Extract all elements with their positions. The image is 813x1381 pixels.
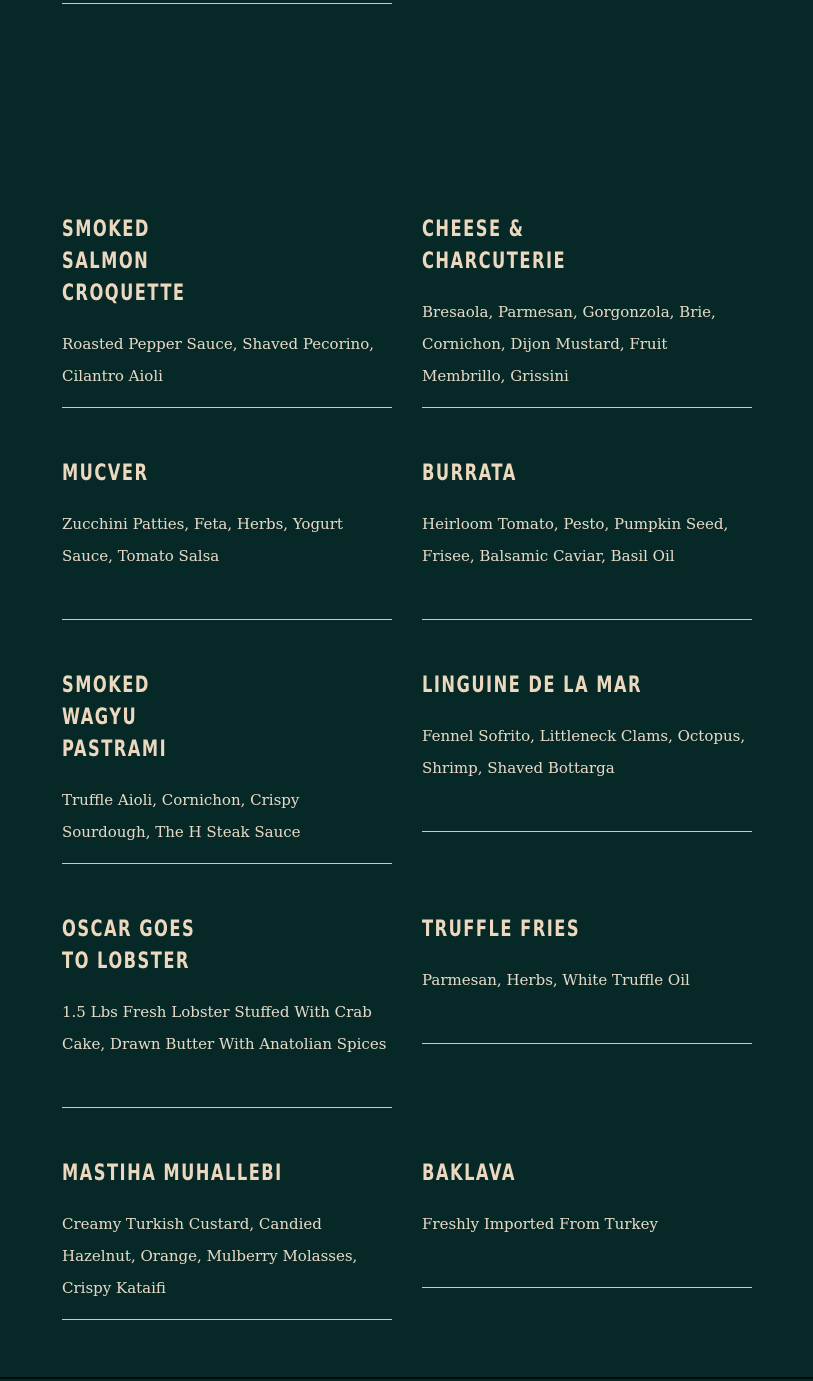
menu-item-description: Fennel Sofrito, Littleneck Clams, Octopus, Shrimp, Shaved Bottarga [422,727,746,777]
menu-item-baklava [422,1158,752,1288]
menu-item-description: Zucchini Patties, Feta, Herbs, Yogurt Sauce, Tomato Salsa [62,515,343,565]
menu-item-mastiha-muhallebi [62,1158,392,1320]
menu-item-smoked-salmon-croquette [62,214,392,408]
menu-divider [62,3,392,4]
menu-item-name: MASTIHA MUHALLEBI [62,1161,283,1186]
footer-edge [0,1377,813,1379]
menu-item-linguine-de-la-mar [422,670,752,832]
menu-item-description: Heirloom Tomato, Pesto, Pumpkin Seed, Frisee, Balsamic Caviar, Basil Oil [422,515,729,565]
menu-item-description: Creamy Turkish Custard, Candied Hazelnut, Orange, Mulberry Molasses, Crispy Kataifi [62,1215,358,1297]
menu-item-name: BURRATA [422,461,517,486]
menu-item-description: Bresaola, Parmesan, Gorgonzola, Brie, Cornichon, Dijon Mustard, Fruit Membrillo, Grissini [422,303,716,385]
menu-item-name: CHEESE & CHARCUTERIE [422,217,567,274]
menu-item-name: SMOKED SALMON CROQUETTE [62,217,186,306]
menu-item-mucver [62,458,392,620]
menu-item-cheese-charcuterie [422,214,752,408]
menu-item-description: 1.5 Lbs Fresh Lobster Stuffed With Crab Cake, Drawn Butter With Anatolian Spices [62,1003,387,1053]
menu-item-description: Freshly Imported From Turkey [422,1215,658,1233]
menu-item-truffle-fries [422,882,752,1044]
menu-item-smoked-wagyu-pastrami [62,670,392,864]
menu-item-name: OSCAR GOES TO LOBSTER [62,917,196,974]
menu-item-burrata [422,458,752,620]
menu-item-description: Parmesan, Herbs, White Truffle Oil [422,971,690,989]
menu-item-name: SMOKED WAGYU PASTRAMI [62,673,168,762]
menu-item-description: Truffle Aioli, Cornichon, Crispy Sourdough, The H Steak Sauce [62,791,301,841]
menu-item-name: LINGUINE DE LA MAR [422,673,643,698]
menu-item-name: BAKLAVA [422,1161,516,1186]
menu-item-name: MUCVER [62,461,149,486]
menu-item-oscar-goes-to-lobster [62,914,392,1108]
menu-item-name: TRUFFLE FRIES [422,917,581,942]
menu-item-description: Roasted Pepper Sauce, Shaved Pecorino, Cilantro Aioli [62,335,375,385]
